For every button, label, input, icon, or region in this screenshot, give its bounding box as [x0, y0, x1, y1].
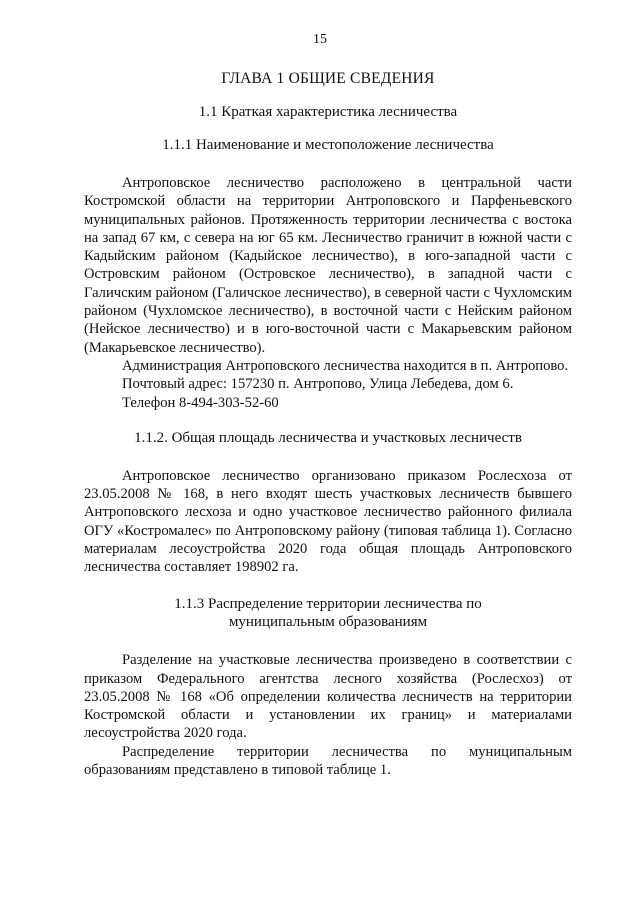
chapter-title: ГЛАВА 1 ОБЩИЕ СВЕДЕНИЯ	[221, 70, 435, 87]
subsection-title-1-1-3: 1.1.3 Распределение территории лесничества по муниципальным образованиям	[174, 595, 482, 630]
subsection-title-1-1-1: 1.1.1 Наименование и местоположение лесничества	[162, 137, 494, 153]
paragraph-postal-address: Почтовый адрес: 157230 п. Антропово, Улица Лебедева, дом 6.	[122, 376, 514, 393]
section-title-1-1: 1.1 Краткая характеристика лесничества	[198, 104, 458, 120]
paragraph-distribution: Распределение территории лесничества по муниципальным образованиям представлено в типовой таблице 1.	[84, 743, 572, 779]
paragraph-total-area: Антроповское лесничество организовано приказом Рослесхоза от 23.05.2008 № 168, в него входят шесть участковых лесничеств бывшего Антроповского лесхоза и одно участковое лесничество районного филиала ОГУ «Костромалес» по Антроповскому району (типовая таблица 1). Согласно материалам лесоустройства 2020 года общая площадь Антроповского лесничества составляет 198902 га.	[84, 467, 572, 576]
page-number: 15	[313, 32, 327, 47]
page-content	[84, 70, 572, 779]
paragraph-division: Разделение на участковые лесничества произведено в соответствии с приказом Федерального агентства лесного хозяйства (Рослесхоз) от 23.05.2008 № 168 «Об определении количества лесничеств на территории Костромской области и установлении их границ» и материалами лесоустройства 2020 года.	[84, 652, 572, 742]
paragraph-administration: Администрация Антроповского лесничества находится в п. Антропово.	[122, 357, 569, 374]
subsection-title-1-1-2: 1.1.2. Общая площадь лесничества и участковых лесничеств	[134, 429, 522, 446]
paragraph-location: Антроповское лесничество расположено в центральной части Костромской области на территории Антроповского и Парфеньевского муниципальных районов. Протяженность территории лесничества с востока на запад 67 км, с севера на юг 65 км. Лесничество граничит в южной части с Кадыйским районом (Кадыйское лесничество), в юго-западной части с Островским районом (Островское лесничество), в западной части с Галичским районом (Галичское лесничество), в северной части с Чухломским районом (Чухломское лесничество), в восточной части с Нейским районом (Нейское лесничество) и в юго-восточной части с Макарьевским районом (Макарьевское лесничество).	[84, 175, 572, 356]
paragraph-phone: Телефон 8-494-303-52-60	[122, 394, 279, 411]
